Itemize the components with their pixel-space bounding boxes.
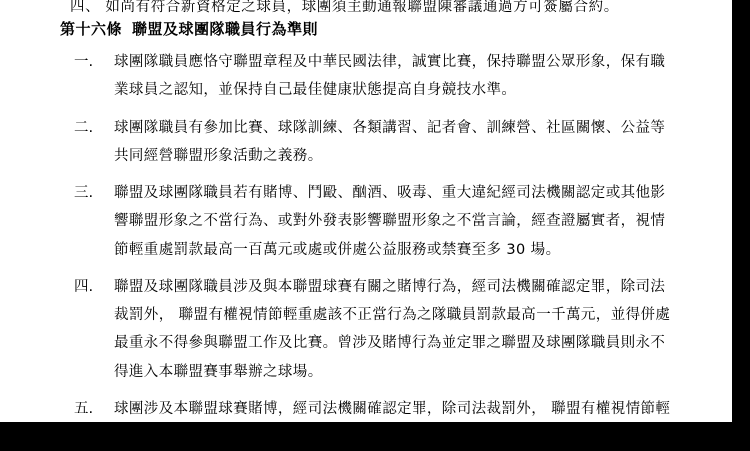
clause-text (114, 395, 710, 451)
clause-item (50, 179, 710, 264)
clause-number: 一. (74, 54, 94, 70)
clause-line: 裁罰外， 聯盟有權視情節輕重處該不正當行為之隊職員罰款最高一千萬元，並得併處 (114, 307, 671, 324)
clause-text (114, 48, 710, 105)
clipped-previous-clause: 四、 如尚有符合新資格定之球員，球團須主動通報聯盟陳審議通過方可簽屬合約。 (70, 0, 619, 15)
clause-line: 球團涉及本聯盟球賽賭博，經司法機關確認定罪，除司法裁罰外， 聯盟有權視情節輕 (114, 400, 671, 417)
clause-line: 響聯盟形象之不當行為、或對外發表影響聯盟形象之不當言論，經查證屬實者，視情 (114, 213, 666, 230)
section-heading (50, 18, 710, 39)
clause-item (50, 395, 710, 451)
clause-text (114, 114, 710, 171)
clause-text (114, 273, 710, 386)
clause-line: 聯盟及球團隊職員若有賭博、鬥毆、酗酒、吸毒、重大違紀經司法機關認定或其他影 (114, 185, 666, 202)
clause-line: 得進入本聯盟賽事舉辦之球場。 (114, 363, 323, 380)
clause-line: 球團隊職員應恪守聯盟章程及中華民國法律，誠實比賽，保持聯盟公眾形象，保有職 (114, 54, 666, 70)
clause-line: 共同經營聯盟形象活動之義務。 (114, 147, 323, 164)
clause-item (50, 114, 710, 171)
clause-line: 重處球團罰款最高五千萬元， 並得併處取消聯盟會籍資格。 (114, 429, 507, 446)
clause-number: 二. (74, 119, 94, 136)
section-title: 聯盟及球團隊職員行為準則 (132, 20, 319, 38)
page-right-margin (732, 0, 750, 422)
clause-number: 三. (74, 185, 94, 202)
clause-number: 四. (74, 278, 94, 295)
clause-line: 最重永不得參與聯盟工作及比賽。曾涉及賭博行為並定罪之聯盟及球團隊職員則永不 (114, 335, 666, 352)
clause-number: 五. (74, 400, 94, 417)
clause-line: 節輕重處罰款最高一百萬元或處或併處公益服務或禁賽至多 30 場。 (114, 241, 561, 258)
clause-item (50, 273, 710, 386)
clause-item (50, 48, 710, 105)
clause-line: 業球員之認知，並保持自己最佳健康狀態提高自身競技水準。 (114, 82, 517, 99)
clause-line: 球團隊職員有參加比賽、球隊訓練、各類講習、記者會、訓練營、社區關懷、公益等 (114, 119, 666, 136)
clause-text (114, 179, 710, 264)
clause-line: 聯盟及球團隊職員涉及與本聯盟球賽有關之賭博行為，經司法機關確認定罪，除司法 (114, 278, 666, 295)
section-number: 第十六條 (60, 20, 123, 38)
